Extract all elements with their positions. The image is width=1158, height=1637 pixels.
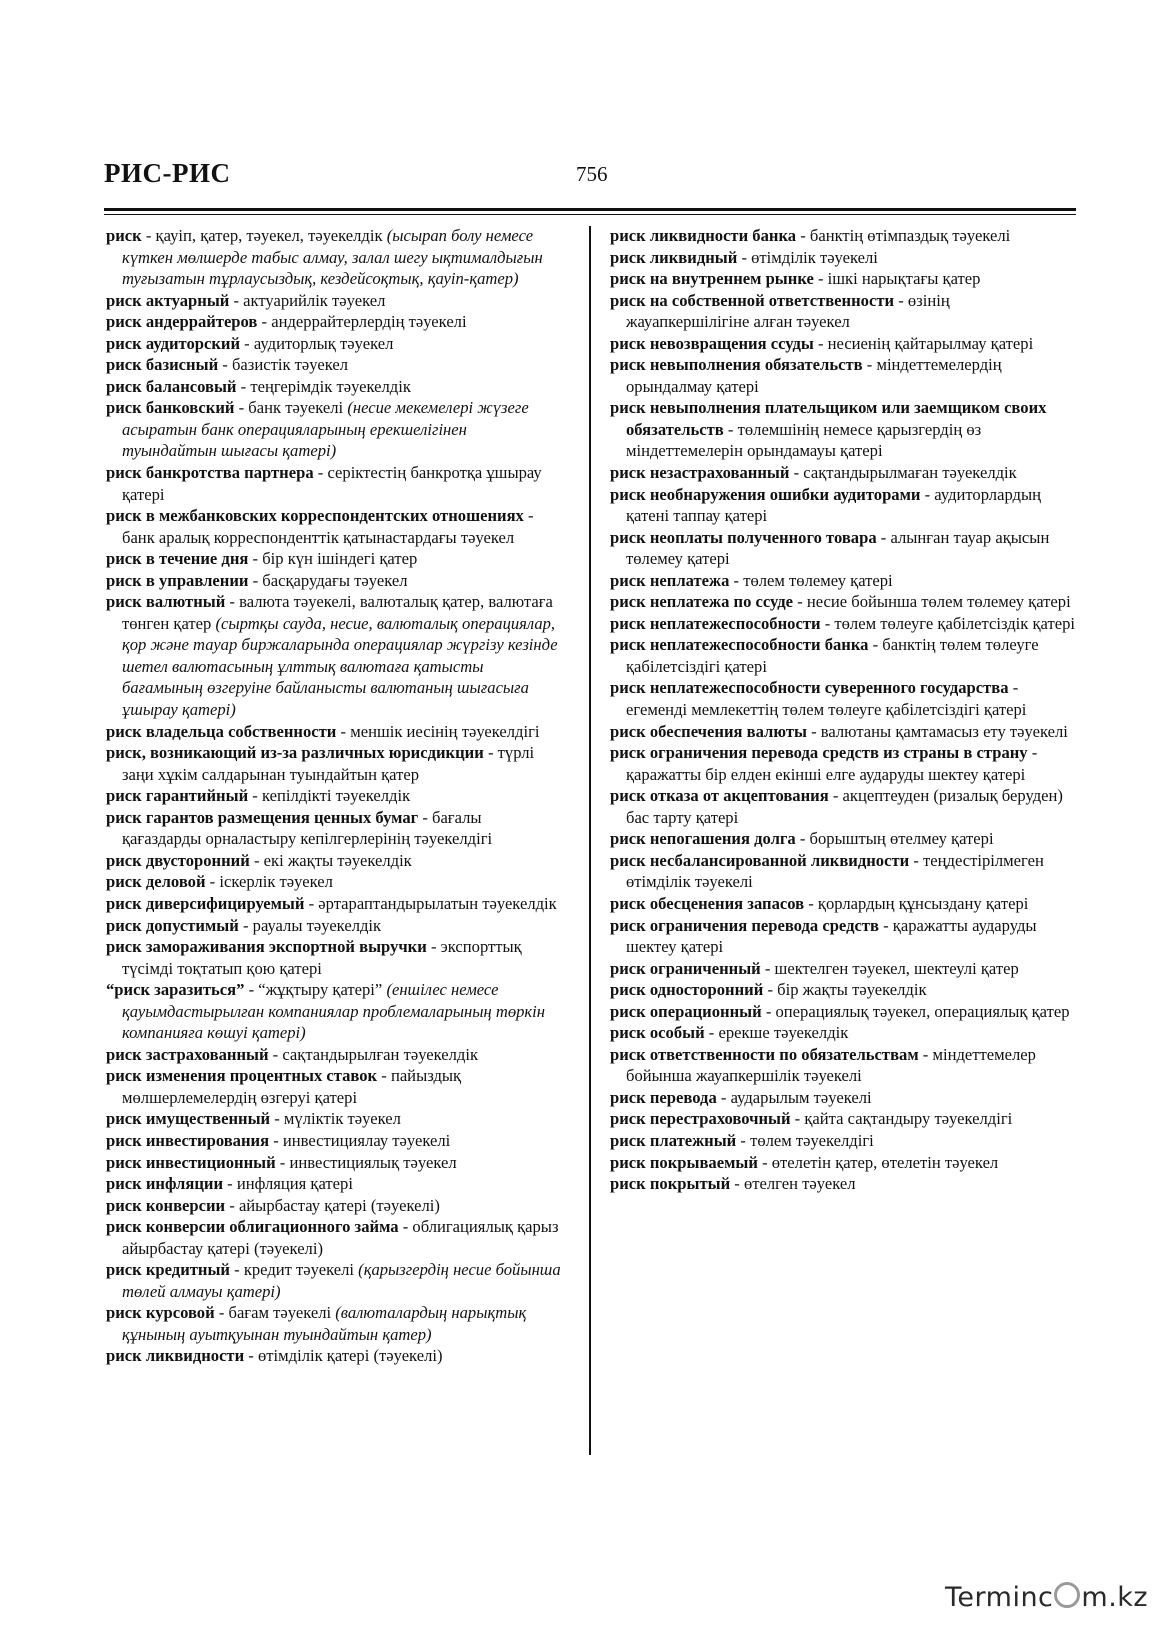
entry-definition: төлем төлеуге қабілетсіздік қатері xyxy=(834,613,1075,633)
entry-separator: - xyxy=(909,850,924,870)
entry-term: риск платежный xyxy=(610,1130,737,1150)
entry-definition: іскерлік тәуекел xyxy=(219,872,333,892)
entry-definition: әртараптандырылатын тәуекелдік xyxy=(318,893,557,913)
entry-separator: - xyxy=(862,355,877,375)
entry-separator: - xyxy=(813,269,828,289)
dictionary-entry xyxy=(610,721,1075,743)
watermark-text-end: m.kz xyxy=(1081,1582,1149,1613)
dictionary-entry xyxy=(106,376,564,398)
entry-term: риск замораживания экспортной выручки xyxy=(106,937,427,957)
entry-separator: - xyxy=(426,937,441,957)
entry-definition: міндеттемелер бойынша жауапкершілік тәуекелі xyxy=(626,1044,1036,1086)
entry-term: риск имущественный xyxy=(106,1109,271,1129)
entry-term: риск инвестиционный xyxy=(106,1152,276,1172)
entry-separator: - xyxy=(828,786,843,806)
dictionary-entry xyxy=(610,979,1075,1001)
entry-term: риск гарантийный xyxy=(106,786,249,806)
dictionary-entry xyxy=(610,591,1075,613)
entry-separator: - xyxy=(920,484,935,504)
entry-separator: - xyxy=(236,376,251,396)
entry-definition: төлем тәуекелдігі xyxy=(750,1130,874,1150)
dictionary-entry xyxy=(610,484,1075,527)
entry-term: риск валютный xyxy=(106,592,226,612)
entry-definition: акцептеуден (ризалық беруден) бас тарту қатері xyxy=(626,786,1063,827)
entry-term: риск необнаружения ошибки аудиторами xyxy=(610,484,921,504)
entry-separator: - xyxy=(483,743,498,763)
entry-separator: - xyxy=(868,635,883,655)
dictionary-entry xyxy=(106,1216,564,1259)
dictionary-entry xyxy=(610,742,1075,785)
entry-separator: - xyxy=(793,592,807,612)
entry-definition: валютаны қамтамасыз ету тәуекелі xyxy=(820,721,1068,741)
entry-definition: операциялық тәуекел, операциялық қатер xyxy=(775,1001,1070,1021)
dictionary-entry xyxy=(106,979,564,1044)
entry-definition: “жұқтыру қатері” xyxy=(258,980,383,1000)
entry-definition: бір күн ішіндегі қатер xyxy=(262,549,418,569)
entry-definition: шектелген тәуекел, шектеулі қатер xyxy=(774,958,1019,978)
dictionary-entry xyxy=(610,785,1075,828)
entry-term: риск ликвидности xyxy=(106,1346,245,1366)
dictionary-entry xyxy=(610,1173,1075,1195)
entry-term: риск, возникающий из-за различных юрисдикции xyxy=(106,743,484,763)
entry-separator: - xyxy=(813,333,828,353)
entry-term: риск невозвращения ссуды xyxy=(610,333,814,353)
entry-term: риск курсовой xyxy=(106,1303,215,1323)
dictionary-entry xyxy=(106,505,564,548)
dictionary-entry xyxy=(106,721,564,743)
dictionary-entry xyxy=(610,1087,1075,1109)
entry-term: риск ограничения перевода средств xyxy=(610,915,879,935)
entry-term: риск перевода xyxy=(610,1087,717,1107)
entry-definition: кредит тәуекелі xyxy=(243,1260,355,1280)
entry-term: риск аудиторский xyxy=(106,333,241,353)
entry-definition: андеррайтерлердің тәуекелі xyxy=(271,312,467,332)
entry-definition: өтімділік тәуекелі xyxy=(751,247,878,267)
entry-definition: инвестициялау тәуекелі xyxy=(282,1130,451,1150)
entry-term: риск неплатежеспособности суверенного государства xyxy=(610,678,1009,698)
entry-definition: қорлардың құнсыздану қатері xyxy=(817,893,1029,913)
dictionary-entry xyxy=(106,1152,564,1174)
entry-separator: - xyxy=(257,312,272,332)
entry-separator: - xyxy=(244,1346,258,1366)
page-number: 756 xyxy=(576,162,608,186)
entry-term: риск в течение дня xyxy=(106,549,249,569)
dictionary-entry xyxy=(610,893,1075,915)
entry-separator: - xyxy=(796,226,810,245)
entry-separator: - xyxy=(248,549,263,569)
dictionary-entry xyxy=(610,268,1075,290)
entry-term: риск незастрахованный xyxy=(610,463,790,483)
dictionary-entry xyxy=(610,225,1075,247)
dictionary-entry xyxy=(106,742,564,785)
dictionary-entry xyxy=(106,1108,564,1130)
entry-term: риск гарантов размещения ценных бумаг xyxy=(106,807,419,827)
entry-separator: - xyxy=(240,333,254,353)
dictionary-entry xyxy=(610,1044,1075,1087)
dictionary-entry xyxy=(610,1130,1075,1152)
entry-term: риск двусторонний xyxy=(106,850,250,870)
entry-definition: базистік тәуекел xyxy=(231,355,349,375)
entry-term: риск банкротства партнера xyxy=(106,463,314,483)
entry-separator: - xyxy=(336,721,351,741)
entry-definition: кепілдікті тәуекелдік xyxy=(261,786,411,806)
entry-term: риск диверсифицируемый xyxy=(106,893,305,913)
dictionary-entry xyxy=(106,1130,564,1152)
entry-note: (қарызгердің несие бойынша төлей алмауы қатері) xyxy=(122,1260,561,1301)
entry-definition: бір жақты тәуекелдік xyxy=(777,980,927,1000)
entry-definition: ішкі нарықтағы қатер xyxy=(827,269,981,289)
entry-term: риск на собственной ответственности xyxy=(610,290,895,310)
dictionary-entry xyxy=(106,1173,564,1195)
entry-term: риск инвестирования xyxy=(106,1130,270,1150)
entry-term: риск особый xyxy=(610,1023,705,1043)
entry-separator: - xyxy=(876,527,891,547)
entry-separator: - xyxy=(234,398,249,418)
magnifier-icon xyxy=(1054,1582,1080,1608)
dictionary-entry xyxy=(106,290,564,312)
entry-separator: - xyxy=(377,1066,391,1086)
entry-separator: - xyxy=(804,893,818,913)
dictionary-entry xyxy=(106,397,564,462)
entry-separator: - xyxy=(729,570,744,590)
entry-note: (валюталардың нарықтық құнының ауытқуынан туындайтын қатер) xyxy=(122,1303,527,1344)
entry-definition: алынған тауар ақысын төлемеу қатері xyxy=(626,527,1050,569)
entry-separator: - xyxy=(723,419,738,439)
entry-term: риск невыполнения плательщиком или заемщиком своих обязательств xyxy=(610,398,1047,439)
entry-term: риск отказа от акцептования xyxy=(610,786,829,806)
dictionary-entry xyxy=(610,570,1075,592)
termincom-watermark xyxy=(945,1582,1148,1613)
entry-definition: меншік иесінің тәуекелдігі xyxy=(350,721,540,741)
entry-definition: инфляция қатері xyxy=(236,1174,353,1194)
entry-term: риск неплатежеспособности банка xyxy=(610,635,869,655)
entry-separator: - xyxy=(736,1130,751,1150)
entry-definition: төлем төлемеу қатері xyxy=(743,570,893,590)
dictionary-entry xyxy=(106,893,564,915)
entry-definition: банктің өтімпаздық тәуекелі xyxy=(809,226,1011,245)
entry-separator: - xyxy=(894,290,908,310)
entry-definition: өтелген тәуекел xyxy=(743,1174,856,1194)
entry-definition: өтелетін қатер, өтелетін тәуекел xyxy=(771,1152,999,1172)
dictionary-entry xyxy=(610,677,1075,720)
entry-term: риск невыполнения обязательств xyxy=(610,355,863,375)
entry-note: (еншілес немесе қауымдастырылған компаниялар проблемаларының төркін компанияға көшуі қатері) xyxy=(122,980,546,1043)
entry-term: риск ликвидный xyxy=(610,247,738,267)
entry-term: риск ограниченный xyxy=(610,958,761,978)
entry-definition: айырбастау қатері (тәуекелі) xyxy=(238,1195,440,1215)
dictionary-entry xyxy=(106,1065,564,1108)
entry-note: (несие мекемелері жүзеге асыратын банк операцияларының ерекшелігінен туындайтын шығасы қатері) xyxy=(122,398,529,461)
entry-term: риск владельца собственности xyxy=(106,721,337,741)
entry-definition: түрлі заңи хұкім салдарынан туындайтын қатер xyxy=(122,743,535,784)
entry-term: риск изменения процентных ставок xyxy=(106,1066,378,1086)
entry-definition: несие бойынша төлем төлемеу қатері xyxy=(806,592,1071,612)
dictionary-entry xyxy=(106,936,564,979)
entry-note: (ысырап болу немесе күткен мөлшерде табыс алмау, залал шегу ықтималдығын туғызатын тұрлаусыздық, кездейсоқтық, қауіп-қатер) xyxy=(122,226,543,289)
entry-separator: - xyxy=(270,1109,284,1129)
entry-separator: - xyxy=(244,980,259,1000)
entry-separator: - xyxy=(704,1023,719,1043)
dictionary-entry xyxy=(106,570,564,592)
entry-separator: - xyxy=(730,1174,744,1194)
entry-term: риск конверсии xyxy=(106,1195,226,1215)
entry-definition: бағалы қағаздарды орналастыру кепілгерлерінің тәуекелдігі xyxy=(122,807,493,849)
entry-separator: - xyxy=(523,506,534,526)
entry-definition: банк аралық корреспонденттік қатынастардағы тәуекел xyxy=(122,527,515,547)
dictionary-entry xyxy=(106,1345,564,1367)
entry-definition: несиенің қайтарылмау қатері xyxy=(827,333,1034,353)
entry-term: риск балансовый xyxy=(106,376,237,396)
entry-term: риск застрахованный xyxy=(106,1044,269,1064)
entry-separator: - xyxy=(761,1001,776,1021)
entry-separator: - xyxy=(789,463,804,483)
entry-term: риск инфляции xyxy=(106,1174,224,1194)
entry-term: риск непогашения долга xyxy=(610,829,796,849)
dictionary-entry xyxy=(610,247,1075,269)
entry-term: риск неоплаты полученного товара xyxy=(610,527,877,547)
dictionary-entry xyxy=(106,225,564,290)
dictionary-entry xyxy=(106,871,564,893)
entry-separator: - xyxy=(223,1174,237,1194)
entry-definition: сақтандырылған тәуекелдік xyxy=(282,1044,479,1064)
entry-note: (сыртқы сауда, несие, валюталық операциялар, қор және тауар биржаларында операциялар жүргізу кезінде шетел валютасының ұлттық валютаға қатысты бағамының өзгеруіне байланысты валютаның шығасыға ұшырау қатері) xyxy=(122,613,558,720)
entry-definition: өтімділік қатері (тәуекелі) xyxy=(257,1346,443,1366)
entry-definition: мүліктік тәуекел xyxy=(283,1109,401,1129)
entry-term: риск операционный xyxy=(610,1001,762,1021)
entry-separator: - xyxy=(275,1152,290,1172)
dictionary-entry xyxy=(106,915,564,937)
entry-definition: аудиторлардың қатені таппау қатері xyxy=(626,484,1041,526)
entry-definition: инвестициялық тәуекел xyxy=(289,1152,457,1172)
dictionary-entry xyxy=(610,1108,1075,1130)
entry-separator: - xyxy=(205,872,220,892)
entry-term: риск банковский xyxy=(106,398,235,418)
dictionary-entry xyxy=(610,290,1075,333)
entry-definition: аудиторлық тәуекел xyxy=(253,333,394,353)
dictionary-entry xyxy=(106,1259,564,1302)
entry-separator: - xyxy=(269,1130,283,1150)
entry-definition: аударылым тәуекелі xyxy=(730,1087,872,1107)
entry-term: риск xyxy=(106,226,142,245)
entry-separator: - xyxy=(229,290,244,310)
entry-term: риск ликвидности банка xyxy=(610,226,797,245)
entry-definition: теңгерімдік тәуекелдік xyxy=(250,376,411,396)
entry-separator: - xyxy=(763,980,778,1000)
entry-term: риск неплатежа по ссуде xyxy=(610,592,794,612)
entry-definition: төлемшінің немесе қарызгердің өз міндеттемелерін орындамауы қатері xyxy=(626,419,982,461)
entry-term: риск актуарный xyxy=(106,290,230,310)
dictionary-entry xyxy=(610,613,1075,635)
entry-separator: - xyxy=(398,1217,413,1237)
entry-definition: ерекше тәуекелдік xyxy=(718,1023,849,1043)
dictionary-entry xyxy=(610,634,1075,677)
entry-separator: - xyxy=(790,1109,805,1129)
entry-separator: - xyxy=(238,915,253,935)
dictionary-entry xyxy=(106,850,564,872)
header-rule-thin xyxy=(104,214,1076,215)
dictionary-entry xyxy=(610,1001,1075,1023)
dictionary-entry xyxy=(106,1195,564,1217)
entry-term: риск обесценения запасов xyxy=(610,893,805,913)
entry-definition: қаражатты аударуды шектеу қатері xyxy=(626,915,1037,957)
left-column xyxy=(106,225,564,1367)
right-column xyxy=(610,225,1075,1195)
entry-term: риск допустимый xyxy=(106,915,239,935)
entry-term: риск ограничения перевода средств из страны в страну xyxy=(610,743,1028,763)
dictionary-entry xyxy=(106,785,564,807)
entry-separator: - xyxy=(716,1087,731,1107)
dictionary-entry xyxy=(610,1152,1075,1174)
entry-term: риск базисный xyxy=(106,355,219,375)
header-rule xyxy=(104,208,1076,211)
dictionary-entry xyxy=(106,311,564,333)
entry-definition: егеменді мемлекеттің төлем төлеуге қабілетсіздігі қатері xyxy=(626,700,1027,720)
entry-separator: - xyxy=(820,613,835,633)
entry-definition: басқарудағы тәуекел xyxy=(262,570,408,590)
entry-term: “риск заразиться” xyxy=(106,980,245,1000)
entry-term: риск перестраховочный xyxy=(610,1109,791,1129)
entry-separator: - xyxy=(806,721,821,741)
entry-separator: - xyxy=(757,1152,772,1172)
entry-term: риск неплатежеспособности xyxy=(610,613,821,633)
dictionary-entry xyxy=(610,354,1075,397)
dictionary-entry xyxy=(610,1022,1075,1044)
entry-definition: екі жақты тәуекелдік xyxy=(263,850,412,870)
entry-separator: - xyxy=(737,247,752,267)
entry-term: риск в межбанковских корреспондентских отношениях xyxy=(106,506,524,526)
entry-definition: рауалы тәуекелдік xyxy=(252,915,382,935)
entry-definition: сақтандырылмаған тәуекелдік xyxy=(803,463,1017,483)
entry-term: риск обеспечения валюты xyxy=(610,721,807,741)
entry-separator: - xyxy=(418,807,432,827)
entry-definition: бағам тәуекелі xyxy=(228,1303,332,1323)
dictionary-entry xyxy=(106,591,564,720)
entry-term: риск кредитный xyxy=(106,1260,230,1280)
entry-definition: міндеттемелердің орындалмау қатері xyxy=(626,355,1002,396)
dictionary-entry xyxy=(610,527,1075,570)
entry-separator: - xyxy=(225,592,240,612)
entry-definition: актуарийлік тәуекел xyxy=(243,290,386,310)
entry-definition: валюта тәуекелі, валюталық қатер, валютаға төнген қатер xyxy=(122,592,553,633)
entry-separator: - xyxy=(248,570,263,590)
entry-term: риск покрытый xyxy=(610,1174,731,1194)
entry-separator: - xyxy=(760,958,775,978)
entry-definition: қаражатты бір елден екінші елге аударуды шектеу қатері xyxy=(626,764,1026,784)
entry-separator: - xyxy=(304,893,319,913)
entry-term: риск односторонний xyxy=(610,980,764,1000)
dictionary-entry xyxy=(106,1302,564,1345)
entry-separator: - xyxy=(218,355,232,375)
entry-separator: - xyxy=(214,1303,229,1323)
entry-definition: банк тәуекелі xyxy=(248,398,344,418)
entry-definition: қайта сақтандыру тәуекелдігі xyxy=(804,1109,1013,1129)
entry-separator: - xyxy=(249,850,264,870)
entry-definition: қауіп, қатер, тәуекел, тәуекелдік xyxy=(155,226,383,245)
entry-separator: - xyxy=(268,1044,283,1064)
dictionary-entry xyxy=(106,333,564,355)
entry-term: риск в управлении xyxy=(106,570,249,590)
dictionary-entry xyxy=(610,462,1075,484)
entry-definition: пайыздық мөлшерлемелердің өзгеруі қатері xyxy=(122,1066,462,1107)
dictionary-entry xyxy=(106,1044,564,1066)
page-header-title: РИС-РИС xyxy=(104,158,231,188)
dictionary-entry xyxy=(106,548,564,570)
column-divider xyxy=(589,226,591,1455)
dictionary-entry xyxy=(610,333,1075,355)
dictionary-entry xyxy=(610,397,1075,462)
entry-separator: - xyxy=(248,786,262,806)
entry-definition: теңдестірілмеген өтімділік тәуекелі xyxy=(626,850,1044,892)
entry-definition: банктің төлем төлеуге қабілетсіздігі қатері xyxy=(626,635,1039,676)
entry-separator: - xyxy=(313,463,328,483)
entry-separator: - xyxy=(918,1044,933,1064)
dictionary-entry xyxy=(610,850,1075,893)
entry-separator: - xyxy=(1027,743,1038,763)
dictionary-entry xyxy=(106,354,564,376)
watermark-text-start: Terminc xyxy=(945,1582,1054,1613)
entry-separator: - xyxy=(229,1260,244,1280)
dictionary-entry xyxy=(610,915,1075,958)
dictionary-entry xyxy=(610,828,1075,850)
entry-term: риск покрываемый xyxy=(610,1152,758,1172)
entry-separator: - xyxy=(225,1195,239,1215)
dictionary-entry xyxy=(106,462,564,505)
dictionary-entry xyxy=(106,807,564,850)
entry-term: риск андеррайтеров xyxy=(106,312,258,332)
entry-term: риск несбалансированной ликвидности xyxy=(610,850,910,870)
entry-term: риск на внутреннем рынке xyxy=(610,269,814,289)
entry-term: риск конверсии облигационного займа xyxy=(106,1217,399,1237)
entry-definition: серіктестің банкротқа ұшырау қатері xyxy=(122,463,542,504)
entry-term: риск неплатежа xyxy=(610,570,730,590)
entry-term: риск деловой xyxy=(106,872,206,892)
entry-separator: - xyxy=(878,915,893,935)
entry-definition: борыштың өтелмеу қатері xyxy=(809,829,994,849)
entry-definition: облигациялық қарыз айырбастау қатері (тәуекелі) xyxy=(122,1217,559,1258)
entry-separator: - xyxy=(795,829,810,849)
entry-separator: - xyxy=(141,226,156,245)
entry-definition: өзінің жауапкершілігіне алған тәуекел xyxy=(626,290,950,332)
dictionary-entry xyxy=(610,958,1075,980)
entry-separator: - xyxy=(1008,678,1019,698)
entry-term: риск ответственности по обязательствам xyxy=(610,1044,919,1064)
entry-definition: экспорттық түсімді тоқтатып қою қатері xyxy=(122,937,522,978)
